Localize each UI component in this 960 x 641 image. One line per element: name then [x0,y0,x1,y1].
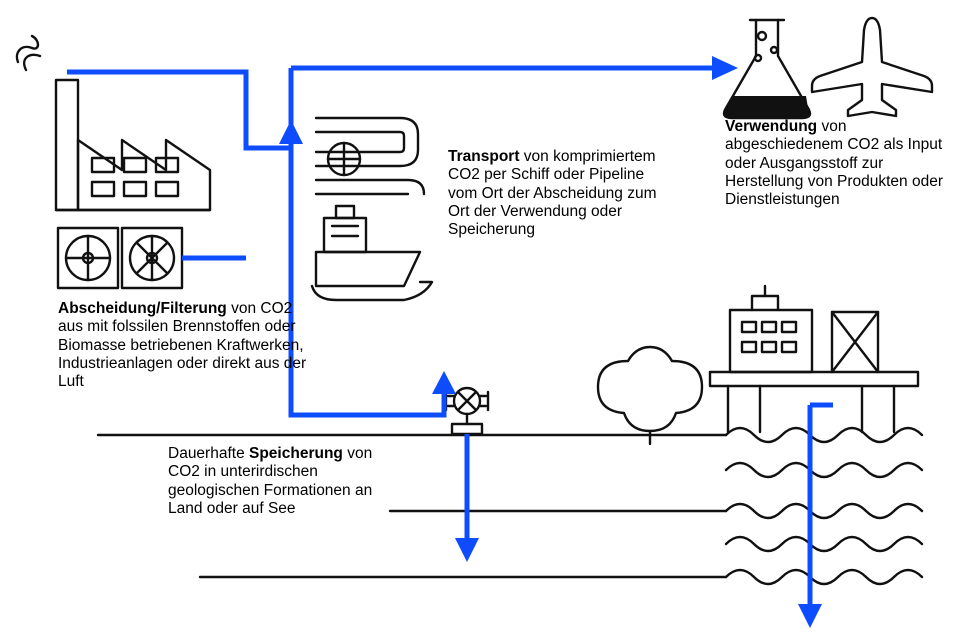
offshore-platform-icon [710,286,918,432]
caption-transport-title: Transport [448,148,520,165]
fan-filter-icon [58,228,182,288]
caption-capture [58,300,308,391]
ship-icon [312,206,432,300]
airplane-icon [812,18,932,116]
smoke-icon [17,36,40,70]
pipeline-icon [316,118,424,194]
tree-icon [598,347,702,444]
valve-wellhead-icon [446,388,488,434]
caption-capture-body: von CO2 aus mit folssilen Brennstoffen oder Biomasse betriebenen Kraftwerken, Industrieanlagen oder direkt aus der Luft [58,300,307,391]
caption-capture-title: Abscheidung/Filterung [58,300,227,317]
caption-use [725,118,945,209]
caption-transport [448,148,663,239]
caption-use-title: Verwendung [725,118,818,135]
flask-icon [724,20,810,118]
caption-storage [168,445,408,518]
caption-storage-body: von CO2 in unterirdischen geologischen Formationen an Land oder auf See [168,445,373,517]
caption-storage-title: Speicherung [249,445,343,462]
factory-icon [56,80,210,212]
caption-storage-pre: Dauerhafte [168,445,249,462]
caption-use-body: von abgeschiedenem CO2 als Input oder Ausgangsstoff zur Herstellung von Produkten oder Dienstleistungen [725,118,943,209]
caption-transport-body: von komprimiertem CO2 per Schiff oder Pipeline vom Ort der Abscheidung zum Ort der Verwendung oder Speicherung [448,148,657,239]
